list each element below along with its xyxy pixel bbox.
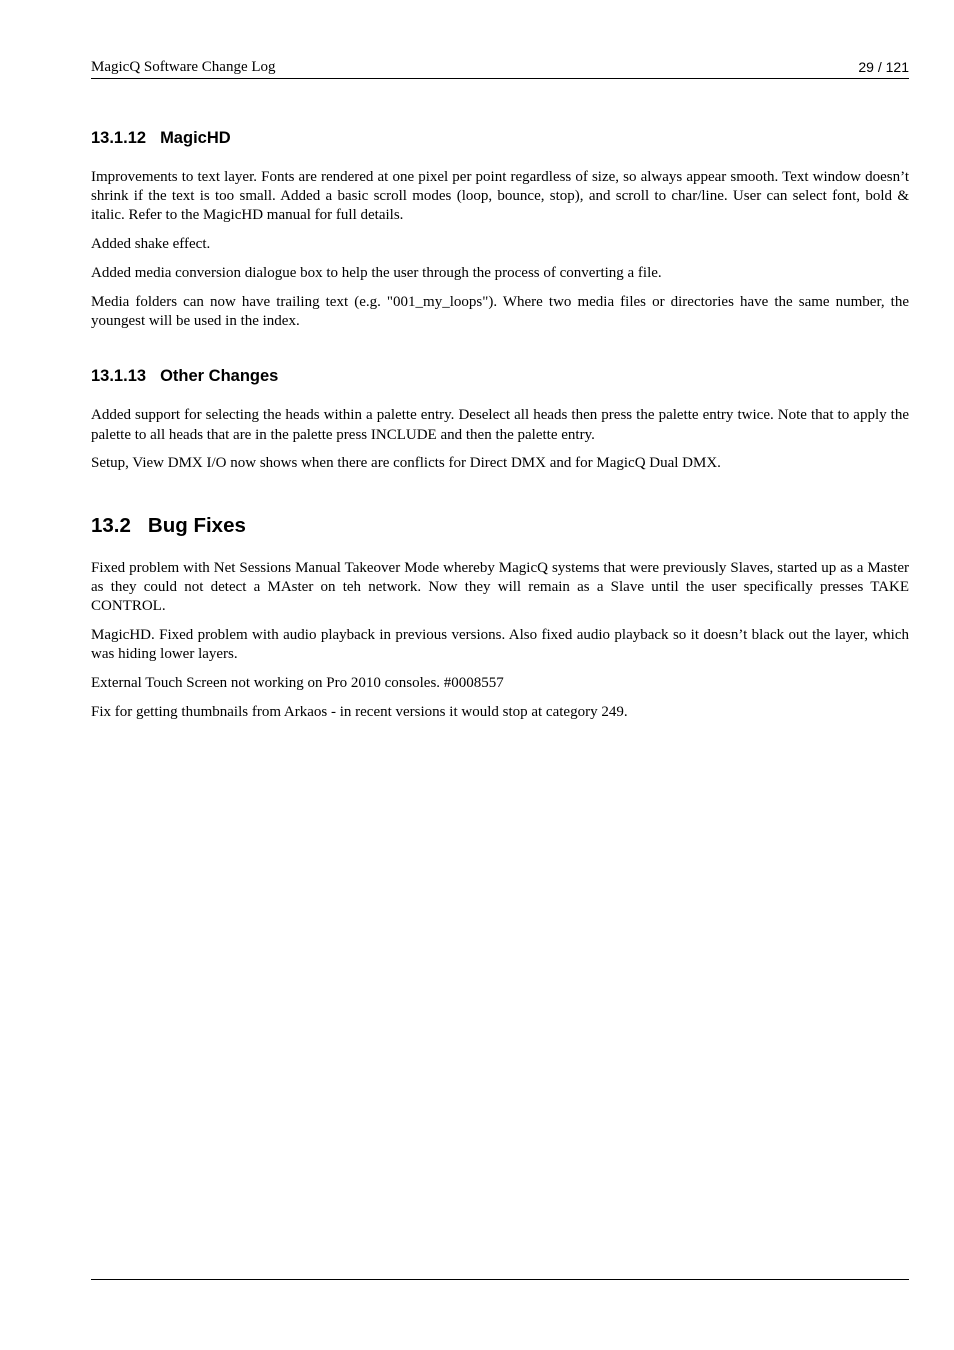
section-title: Bug Fixes (147, 514, 246, 538)
paragraph: Added support for selecting the heads within a palette entry. Deselect all heads then press the palette entry twice. Note that to apply the palette to all heads that are in the palette press INCLUDE and then the palette entry. (91, 407, 909, 443)
page-content (91, 128, 909, 731)
footer-rule (91, 1279, 909, 1280)
paragraph: Media folders can now have trailing text (e.g. "001_my_loops"). Where two media files or directories have the same number, the youngest will be used in the index. (91, 293, 909, 329)
section-bug-fixes (91, 513, 909, 722)
paragraph: Added media conversion dialogue box to help the user through the process of converting a file. (91, 264, 662, 281)
page-header (91, 58, 909, 79)
section-number: 13.1.13 (91, 367, 147, 386)
page-indicator: 29 / 121 (858, 59, 909, 75)
paragraph: Added shake effect. (91, 236, 211, 253)
document-title: MagicQ Software Change Log (91, 59, 276, 75)
paragraph: Fixed problem with Net Sessions Manual Takeover Mode whereby MagicQ systems that were previously Slaves, started up as a Master as they could not detect a MAster on teh network. Now they will remain as a Slave until the user specifically presses TAKE CONTROL. (91, 560, 909, 615)
section-spacer (91, 483, 909, 513)
section-magichd (91, 128, 909, 331)
section-heading (91, 366, 909, 386)
section-title: MagicHD (160, 129, 231, 147)
section-heading (91, 513, 909, 539)
paragraph: Fix for getting thumbnails from Arkaos - in recent versions it would stop at category 249. (91, 703, 628, 720)
paragraph: External Touch Screen not working on Pro 2010 consoles. #0008557 (91, 675, 504, 692)
paragraph: Improvements to text layer. Fonts are rendered at one pixel per point regardless of size, so always appear smooth. Text window doesn’t shrink if the text is too small. Added a basic scroll modes (loop, bounce, stop), and scroll to char/line. User can select font, bold & italic. Refer to the MagicHD manual for full details. (91, 169, 909, 224)
section-number: 13.1.12 (91, 129, 147, 147)
section-other-changes (91, 366, 909, 473)
paragraph: Setup, View DMX I/O now shows when there are conflicts for Direct DMX and for MagicQ Dual DMX. (91, 455, 721, 472)
section-number: 13.2 (91, 514, 131, 538)
section-spacer (91, 340, 909, 366)
paragraph: MagicHD. Fixed problem with audio playback in previous versions. Also fixed audio playback so it doesn’t black out the layer, which was hiding lower layers. (91, 627, 909, 663)
section-heading (91, 128, 909, 148)
section-title: Other Changes (160, 367, 279, 386)
